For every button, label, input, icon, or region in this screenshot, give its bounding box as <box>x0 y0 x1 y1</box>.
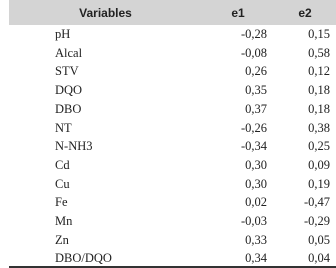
e1-value: 0,02 <box>245 195 267 210</box>
table-row <box>9 156 336 175</box>
variable-name: STV <box>55 64 79 79</box>
e2-value: 0,58 <box>308 45 330 60</box>
variable-name: Cu <box>55 176 70 191</box>
table-row <box>9 62 336 81</box>
header-e1: e1 <box>231 5 245 20</box>
header-variables: Variables <box>79 5 132 20</box>
e2-value: 0,19 <box>308 176 330 191</box>
e1-value: -0,28 <box>240 27 267 41</box>
variable-name: pH <box>55 27 71 41</box>
e1-value: -0,08 <box>240 45 267 60</box>
table-row <box>9 212 336 231</box>
e1-value: -0,26 <box>240 120 267 135</box>
variable-name: DBO/DQO <box>55 251 112 266</box>
e2-value: 0,18 <box>308 83 330 98</box>
e2-value: -0,47 <box>303 195 330 210</box>
e2-value: 0,18 <box>308 101 330 116</box>
variable-name: DQO <box>55 83 83 98</box>
e1-value: 0,30 <box>245 176 267 191</box>
e2-value: 0,09 <box>308 157 330 172</box>
table-row <box>9 81 336 100</box>
variable-name: DBO <box>55 101 82 116</box>
e2-value: 0,05 <box>308 232 330 247</box>
loadings-table-container <box>9 0 336 268</box>
table-row <box>9 119 336 138</box>
table-bottom-rule <box>9 266 336 268</box>
table-row <box>9 25 336 44</box>
e1-value: -0,03 <box>240 214 267 229</box>
variable-name: Alcal <box>55 45 83 60</box>
variable-name: NT <box>55 120 72 135</box>
table-row <box>9 175 336 194</box>
table-row <box>9 231 336 250</box>
loadings-table <box>9 0 336 268</box>
variable-name: Zn <box>55 232 69 247</box>
e1-value: 0,37 <box>245 101 267 116</box>
table-body <box>9 25 336 268</box>
e1-value: 0,26 <box>245 64 267 79</box>
variable-name: Mn <box>55 214 73 229</box>
variable-name: Cd <box>55 157 70 172</box>
e1-value: 0,35 <box>245 83 267 98</box>
table-header <box>9 0 336 25</box>
table-row <box>9 44 336 63</box>
e2-value: 0,15 <box>308 27 330 41</box>
e2-value: -0,29 <box>303 214 330 229</box>
e2-value: 0,04 <box>308 251 330 266</box>
e2-value: 0,38 <box>308 120 330 135</box>
e2-value: 0,12 <box>308 64 330 79</box>
e1-value: 0,30 <box>245 157 267 172</box>
table-row <box>9 193 336 212</box>
variable-name: Fe <box>55 195 68 210</box>
table-row <box>9 100 336 119</box>
variable-name: N-NH3 <box>55 139 93 154</box>
header-e2: e2 <box>298 5 312 20</box>
e1-value: 0,34 <box>245 251 267 266</box>
table-row <box>9 137 336 156</box>
e1-value: 0,33 <box>245 232 267 247</box>
e2-value: 0,25 <box>308 139 330 154</box>
e1-value: -0,34 <box>240 139 267 154</box>
header-row <box>9 0 336 25</box>
